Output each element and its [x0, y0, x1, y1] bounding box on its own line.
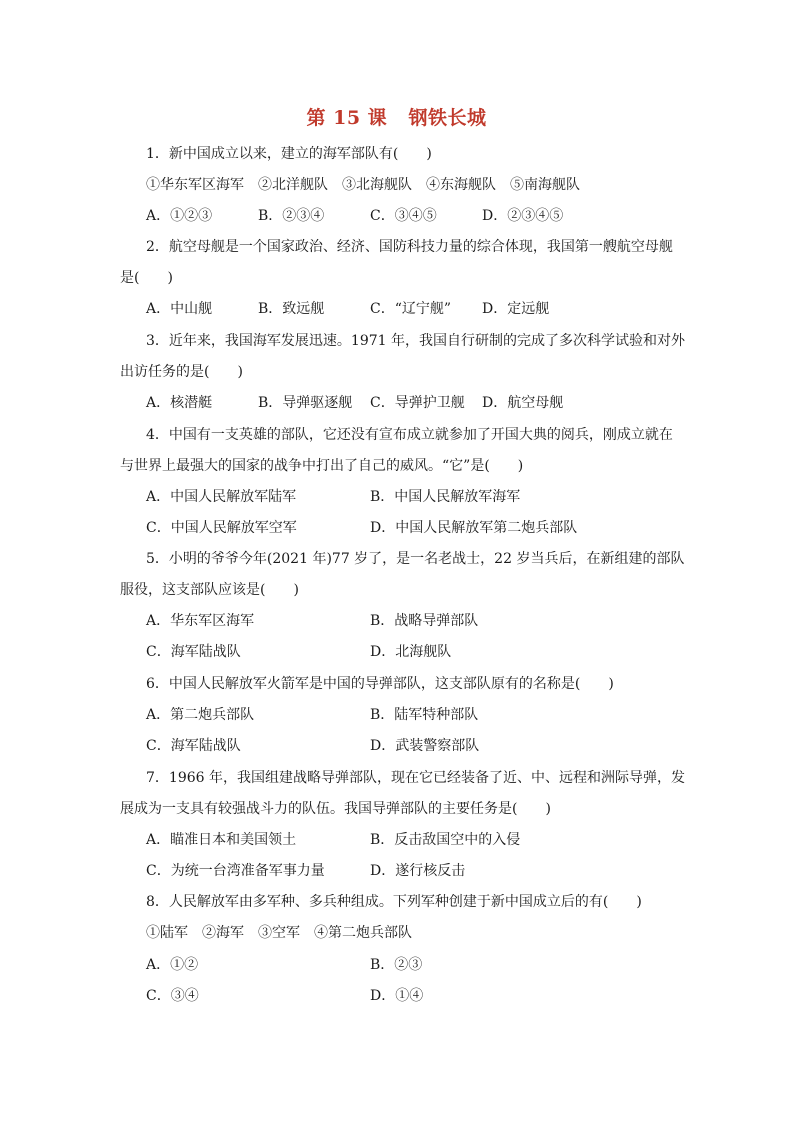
question-5-stem: 5．小明的爷爷今年(2021 年)77 岁了，是一名老战士，22 岁当兵后，在新组建的部队 [146, 551, 685, 567]
question-1-items: ①华东军区海军 ②北洋舰队 ③北海舰队 ④东海舰队 ⑤南海舰队 [146, 177, 580, 193]
option-c[interactable]: C．中国人民解放军空军 [146, 520, 297, 536]
question-4-stem: 4．中国有一支英雄的部队，它还没有宣布成立就参加了开国大典的阅兵，刚成立就在 [146, 427, 673, 443]
option-d[interactable]: D．航空母舰 [482, 395, 564, 411]
option-a[interactable]: A．①② [146, 957, 199, 973]
question-8-stem: 8．人民解放军由多军种、多兵种组成。下列军种创建于新中国成立后的有( ) [146, 894, 642, 910]
option-d[interactable]: D．遂行核反击 [370, 863, 466, 879]
question-1-stem: 1．新中国成立以来，建立的海军部队有( ) [146, 146, 432, 162]
option-d[interactable]: D．中国人民解放军第二炮兵部队 [370, 520, 578, 536]
option-a[interactable]: A．中山舰 [146, 301, 213, 317]
option-b[interactable]: B．②③ [370, 957, 423, 973]
option-d[interactable]: D．定远舰 [482, 301, 550, 317]
option-c[interactable]: C．海军陆战队 [146, 644, 241, 660]
option-b[interactable]: B．反击敌国空中的入侵 [370, 832, 521, 848]
option-c[interactable]: C．海军陆战队 [146, 738, 241, 754]
option-d[interactable]: D．①④ [370, 988, 424, 1004]
question-2-stem: 2．航空母舰是一个国家政治、经济、国防科技力量的综合体现，我国第一艘航空母舰 [146, 239, 673, 255]
question-7-stem-cont: 展成为一支具有较强战斗力的队伍。我国导弹部队的主要任务是( ) [120, 801, 551, 817]
option-a[interactable]: A．瞄准日本和美国领土 [146, 832, 297, 848]
option-a[interactable]: A．第二炮兵部队 [146, 707, 255, 723]
option-b[interactable]: B．导弹驱逐舰 [258, 395, 353, 411]
question-6-stem: 6．中国人民解放军火箭军是中国的导弹部队，这支部队原有的名称是( ) [146, 676, 614, 692]
option-b[interactable]: B．陆军特种部队 [370, 707, 479, 723]
option-d[interactable]: D．武装警察部队 [370, 738, 480, 754]
page-title: 第 15 课 钢铁长城 [306, 107, 487, 129]
option-c[interactable]: C．③④⑤ [370, 208, 437, 224]
option-a[interactable]: A．核潜艇 [146, 395, 213, 411]
option-d[interactable]: D．北海舰队 [370, 644, 452, 660]
question-7-stem: 7．1966 年，我国组建战略导弹部队，现在它已经装备了近、中、远程和洲际导弹，发 [146, 770, 685, 786]
question-8-items: ①陆军 ②海军 ③空军 ④第二炮兵部队 [146, 925, 412, 941]
option-b[interactable]: B．战略导弹部队 [370, 613, 479, 629]
option-c[interactable]: C．③④ [146, 988, 199, 1004]
option-c[interactable]: C．“辽宁舰” [370, 301, 452, 317]
question-3-stem: 3．近年来，我国海军发展迅速。1971 年，我国自行研制的完成了多次科学试验和对外 [146, 333, 685, 349]
question-5-stem-cont: 服役，这支部队应该是( ) [120, 582, 299, 598]
option-a[interactable]: A．中国人民解放军陆军 [146, 489, 297, 505]
option-a[interactable]: A．华东军区海军 [146, 613, 255, 629]
option-b[interactable]: B．②③④ [258, 208, 325, 224]
option-a[interactable]: A．①②③ [146, 208, 213, 224]
option-c[interactable]: C．导弹护卫舰 [370, 395, 465, 411]
option-b[interactable]: B．致远舰 [258, 301, 325, 317]
question-4-stem-cont: 与世界上最强大的国家的战争中打出了自己的威风。“它”是( ) [120, 458, 524, 474]
option-d[interactable]: D．②③④⑤ [482, 208, 564, 224]
question-2-stem-cont: 是( ) [120, 270, 173, 286]
question-3-stem-cont: 出访任务的是( ) [120, 364, 243, 380]
option-c[interactable]: C．为统一台湾准备军事力量 [146, 863, 325, 879]
option-b[interactable]: B．中国人民解放军海军 [370, 489, 521, 505]
